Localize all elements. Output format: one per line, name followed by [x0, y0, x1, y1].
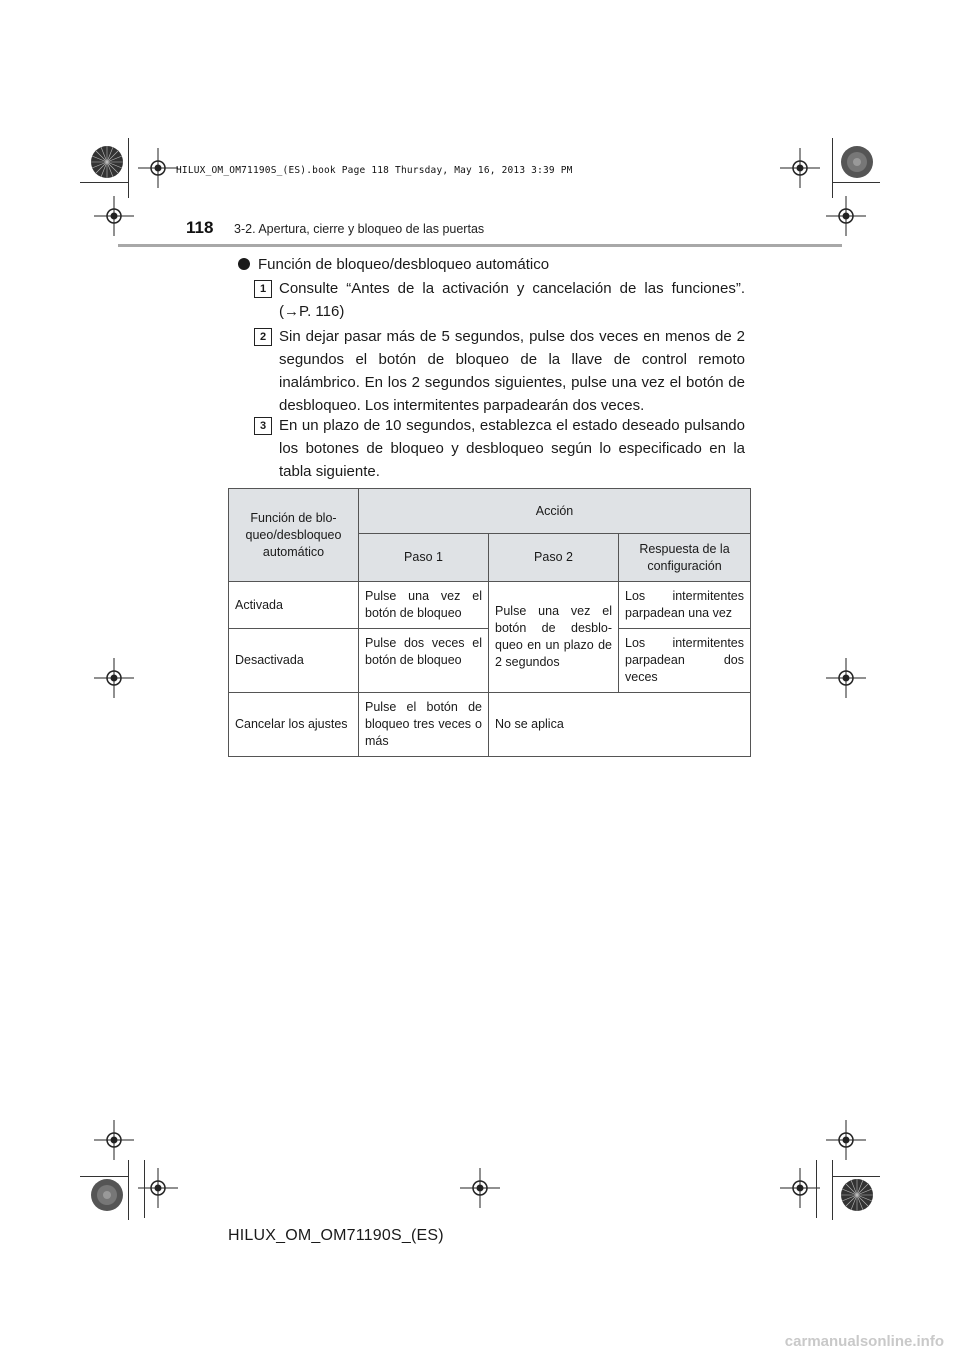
cell-not-applicable: No se aplica [489, 693, 751, 757]
bullet-dot-icon [238, 258, 250, 270]
crosshair-target-icon [780, 1168, 820, 1208]
crosshair-target-icon [94, 658, 134, 698]
header-step1: Paso 1 [359, 534, 489, 582]
crosshair-target-icon [460, 1168, 500, 1208]
crosshair-target-icon [826, 658, 866, 698]
print-stamp: HILUX_OM_OM71190S_(ES).book Page 118 Thursday, May 16, 2013 3:39 PM [176, 165, 573, 176]
cell-step1: Pulse una vez el botón de bloqueo [359, 582, 489, 629]
section-title: 3-2. Apertura, cierre y bloqueo de las puertas [234, 222, 485, 236]
cell-step2-shared: Pulse una vez el botón de desblo-queo en un plazo de 2 segundos [489, 582, 619, 693]
feature-heading-text: Función de bloqueo/desbloqueo automático [258, 256, 550, 273]
table-row [229, 582, 751, 629]
cell-function: Activada [229, 582, 359, 629]
crosshair-target-icon [94, 1120, 134, 1160]
crosshair-target-icon [826, 1120, 866, 1160]
cell-response: Los intermitentes parpadean dos veces [619, 629, 751, 693]
watermark: carmanualsonline.info [784, 1333, 944, 1350]
settings-table [228, 488, 751, 757]
registration-gray-target-icon [90, 1178, 124, 1212]
crosshair-target-icon [780, 148, 820, 188]
step-badge: 3 [254, 417, 272, 435]
crop-line [816, 1160, 817, 1218]
feature-heading [238, 256, 549, 273]
step-text: En un plazo de 10 segundos, establezca el estado deseado pulsando los botones de bloqueo y desbloqueo según lo especificado en la tabla siguiente. [279, 417, 745, 480]
header-response: Respuesta de la configuración [619, 534, 751, 582]
step-text: Sin dejar pasar más de 5 segundos, pulse dos veces en menos de 2 segundos el botón de bloqueo de la llave de control remoto inalámbrico. En los 2 segundos siguientes, pulse una vez el botón de desbloqueo. Los intermitentes parpadearán dos veces. [279, 328, 745, 414]
step-text: Consulte “Antes de la activación y cancelación de las funciones”. (→P. 116) [279, 280, 745, 320]
crop-line [128, 138, 129, 198]
cell-function: Desactivada [229, 629, 359, 693]
header-function: Función de blo-queo/desbloqueo automático [229, 489, 359, 582]
header-step2: Paso 2 [489, 534, 619, 582]
crop-line [80, 1176, 128, 1177]
crop-line [80, 182, 128, 183]
registration-sunburst-icon [840, 1178, 874, 1212]
crop-line [144, 1160, 145, 1218]
cell-response: Los intermitentes parpadean una vez [619, 582, 751, 629]
registration-sunburst-icon [90, 145, 124, 179]
crop-line [832, 138, 833, 198]
cell-step1: Pulse dos veces el botón de bloqueo [359, 629, 489, 693]
crosshair-target-icon [94, 196, 134, 236]
page-number: 118 [186, 218, 214, 237]
step-badge: 2 [254, 328, 272, 346]
crop-line [832, 1160, 833, 1220]
header-rule [118, 244, 842, 247]
crosshair-target-icon [826, 196, 866, 236]
step-badge: 1 [254, 280, 272, 298]
header-action: Acción [359, 489, 751, 534]
crosshair-target-icon [138, 148, 178, 188]
document-code: HILUX_OM_OM71190S_(ES) [228, 1227, 444, 1244]
cell-step1: Pulse el botón de bloqueo tres veces o más [359, 693, 489, 757]
crop-line [832, 182, 880, 183]
table-header-row [229, 489, 751, 534]
cell-function: Cancelar los ajustes [229, 693, 359, 757]
registration-gray-target-icon [840, 145, 874, 179]
crop-line [832, 1176, 880, 1177]
table-row [229, 693, 751, 757]
crop-line [128, 1160, 129, 1220]
